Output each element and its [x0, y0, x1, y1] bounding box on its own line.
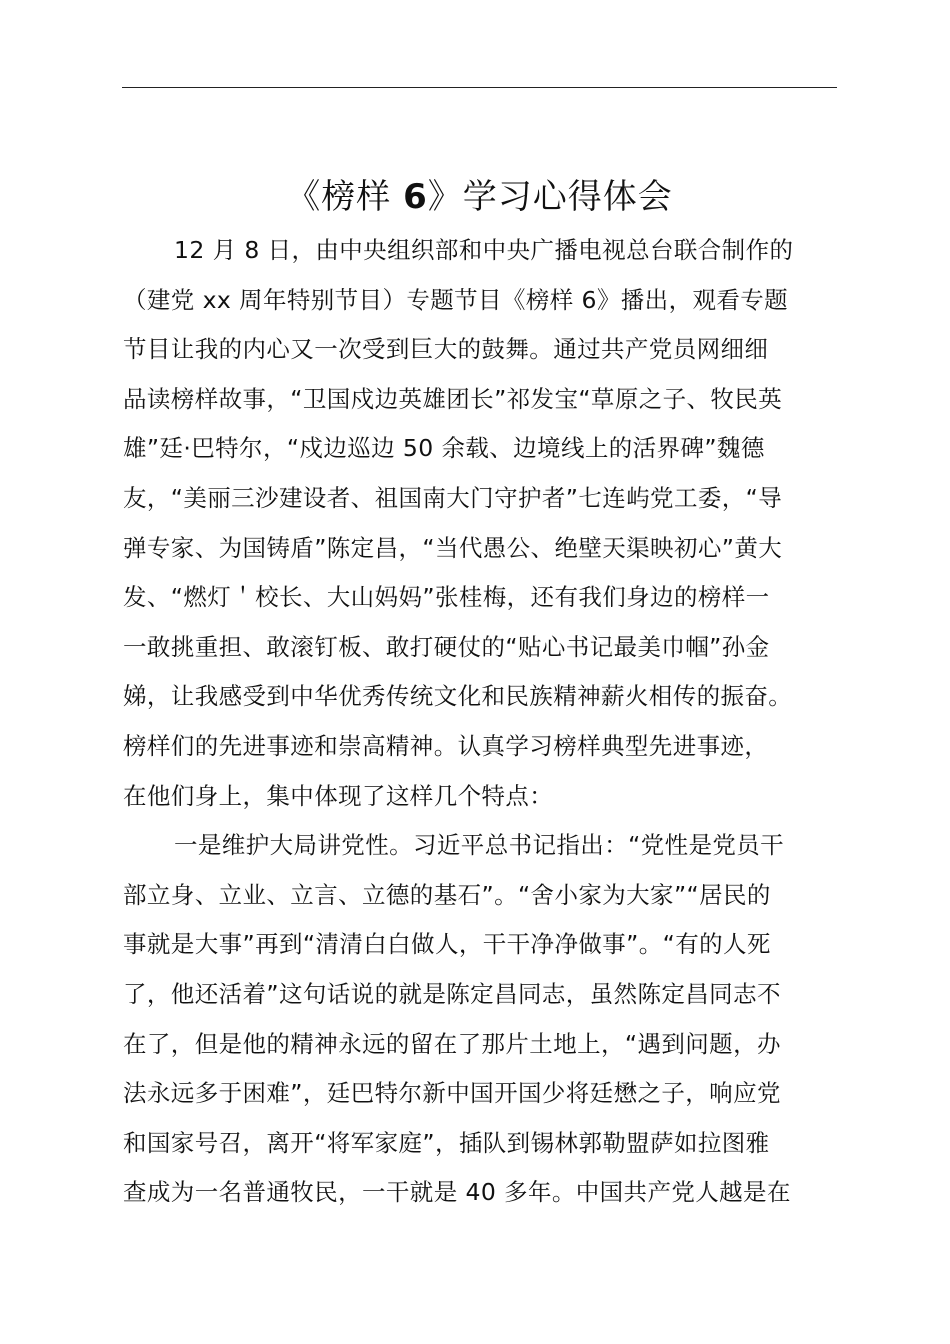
paragraph-1-line: 节目让我的内心又一次受到巨大的鼓舞。通过共产党员网细细: [123, 335, 769, 364]
paragraph-1-line: 发、“燃灯＇校长、大山妈妈”张桂梅，还有我们身边的榜样一: [123, 583, 770, 612]
paragraph-1-line: 雄”廷·巴特尔，“戍边巡边 50 余载、边境线上的活界碑”魏德: [123, 434, 765, 463]
paragraph-1-line: 娣，让我感受到中华优秀传统文化和民族精神薪火相传的振奋。: [123, 682, 793, 711]
paragraph-2-line: 在了，但是他的精神永远的留在了那片土地上，“遇到问题，办: [123, 1029, 781, 1058]
paragraph-1-line: 品读榜样故事，“卫国戍边英雄团长”祁发宝“草原之子、牧民英: [123, 384, 783, 413]
paragraph-1-line: （建党 xx 周年特别节目）专题节目《榜样 6》播出，观看专题: [123, 285, 789, 314]
title-open: 《榜样: [286, 176, 404, 217]
document-body: [123, 226, 839, 1218]
paragraph-2-line: 一是维护大局讲党性。习近平总书记指出：“党性是党员干: [174, 831, 785, 860]
paragraph-1-line: 友，“美丽三沙建设者、祖国南大门守护者”七连屿党工委，“导: [123, 483, 783, 512]
paragraph-2-line: 事就是大事”再到“清清白白做人，干干净净做事”。“有的人死: [123, 930, 771, 959]
paragraph-1-line: 弹专家、为国铸盾”陈定昌，“当代愚公、绝壁天渠映初心”黄大: [123, 533, 783, 562]
paragraph-2-line: 部立身、立业、立言、立德的基石”。“舍小家为大家”“居民的: [123, 880, 771, 909]
title-close: 》学习心得体会: [427, 176, 673, 217]
paragraph-2-line: 和国家号召，离开“将军家庭”，插队到锡林郭勒盟萨如拉图雅: [123, 1128, 770, 1157]
paragraph-2-line: 查成为一名普通牧民，一干就是 40 多年。中国共产党人越是在: [123, 1178, 791, 1207]
paragraph-2-line: 法永远多于困难”，廷巴特尔新中国开国少将廷懋之子，响应党: [123, 1079, 781, 1108]
paragraph-1-line: 一敢挑重担、敢滚钉板、敢打硬仗的“贴心书记最美巾帼”孙金: [123, 632, 770, 661]
document-title: [122, 169, 837, 225]
header-rule: [122, 87, 837, 88]
title-number: 6: [403, 176, 428, 217]
paragraph-2-line: 了，他还活着”这句话说的就是陈定昌同志，虽然陈定昌同志不: [123, 979, 781, 1008]
paragraph-1-line: 12 月 8 日，由中央组织部和中央广播电视总台联合制作的: [174, 236, 794, 264]
paragraph-1-line: 在他们身上，集中体现了这样几个特点：: [123, 781, 554, 810]
paragraph-1-line: 榜样们的先进事迹和崇高精神。认真学习榜样典型先进事迹，: [123, 731, 769, 760]
